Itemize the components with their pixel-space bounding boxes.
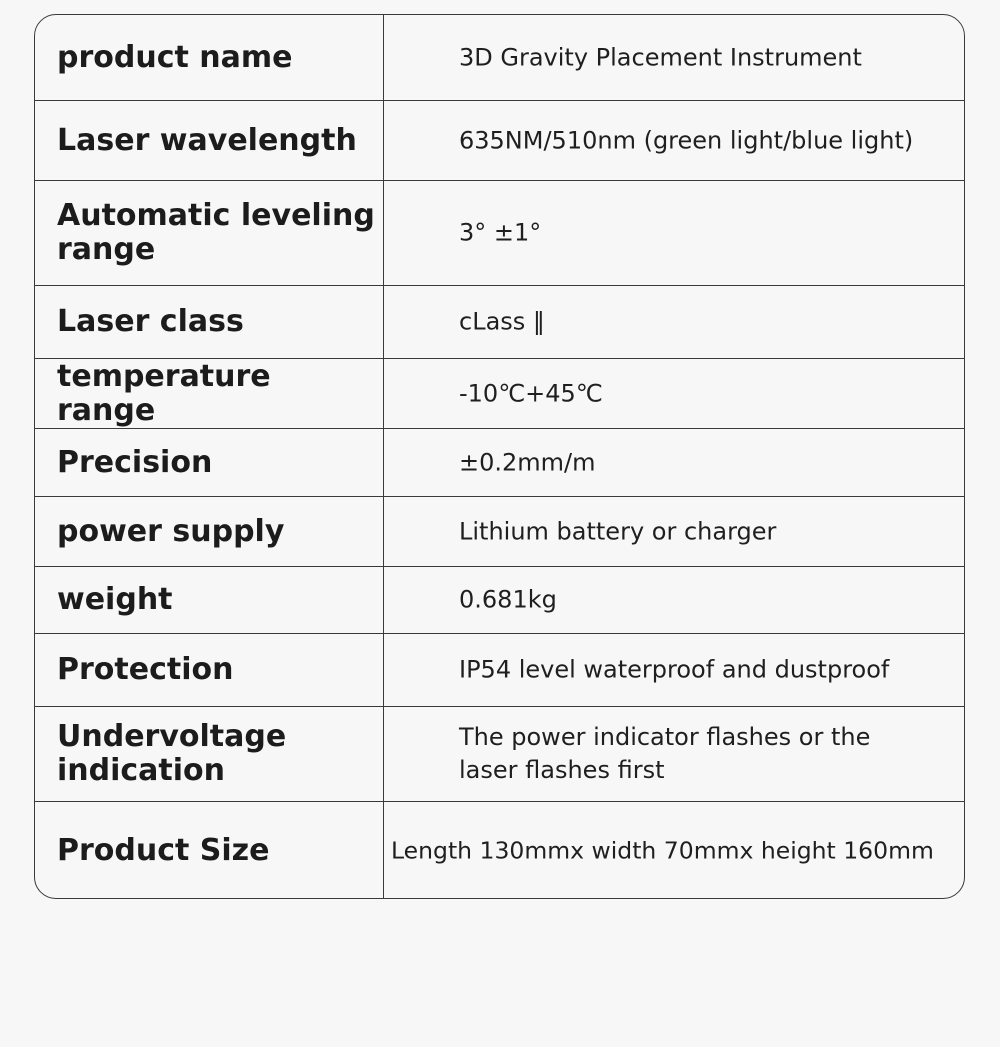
- row-label: weight: [57, 582, 173, 617]
- row-label: temperature range: [57, 358, 271, 428]
- row-value: 635NM/510nm (green light/blue light): [459, 126, 914, 154]
- row-value: ±0.2mm/m: [459, 448, 596, 476]
- table-row: [35, 497, 964, 567]
- table-row: [35, 567, 964, 634]
- row-value: 3D Gravity Placement Instrument: [459, 43, 862, 71]
- row-label: product name: [57, 39, 293, 75]
- row-label: Product Size: [57, 833, 270, 868]
- row-label: Protection: [57, 652, 234, 687]
- row-label: Precision: [57, 444, 213, 480]
- table-row: [35, 286, 964, 359]
- row-value: Length 130mmx width 70mmx height 160mm: [391, 836, 934, 865]
- row-value: cLass ‖: [459, 307, 545, 336]
- row-value: 0.681kg: [459, 585, 557, 614]
- row-value: IP54 level waterproof and dustproof: [459, 655, 890, 684]
- table-row: [35, 429, 964, 497]
- table-row: [35, 707, 964, 802]
- row-label: Automatic leveling range: [57, 198, 375, 267]
- row-label: Laser wavelength: [57, 122, 357, 158]
- row-value: 3° ±1°: [459, 218, 542, 247]
- spec-table: [34, 14, 965, 899]
- table-row: [35, 15, 964, 101]
- table-row: [35, 181, 964, 286]
- row-value: Lithium battery or charger: [459, 517, 777, 545]
- row-value: -10℃+45℃: [459, 379, 603, 407]
- row-label: Undervoltage indication: [57, 719, 287, 788]
- table-row: [35, 359, 964, 429]
- row-label: power supply: [57, 513, 285, 549]
- table-row: [35, 634, 964, 707]
- row-label: Laser class: [57, 304, 244, 339]
- table-row: [35, 101, 964, 181]
- table-row: [35, 802, 964, 899]
- row-value: The power indicator flashes or the laser flashes first: [459, 723, 871, 784]
